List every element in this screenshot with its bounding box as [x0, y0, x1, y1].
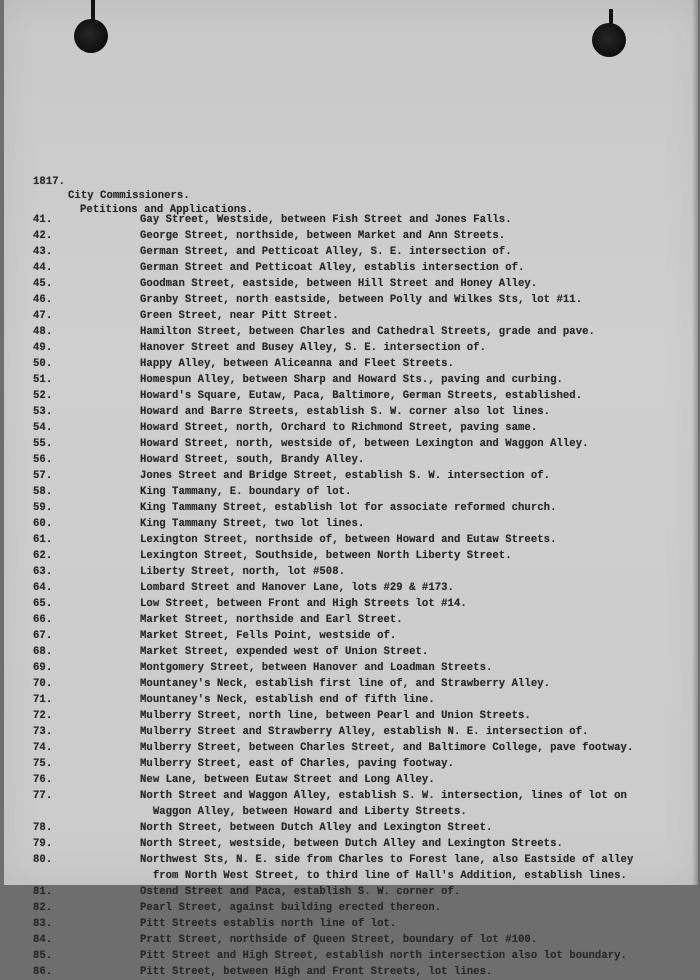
list-item [0, 964, 700, 980]
entry-number: 86. [33, 966, 53, 978]
list-item [0, 404, 700, 420]
entry-number: 60. [33, 518, 53, 530]
entry-number: 69. [33, 662, 53, 674]
entry-number: 56. [33, 454, 53, 466]
entry-number: 52. [33, 390, 53, 402]
entry-text: North Street, between Dutch Alley and Lexington Street. [140, 822, 493, 834]
entry-text: Liberty Street, north, lot #508. [140, 566, 346, 578]
list-item [0, 740, 700, 756]
list-item [0, 260, 700, 276]
entry-text: Ostend Street and Paca, establish S. W. corner of. [140, 886, 461, 898]
list-item [0, 836, 700, 852]
entry-list [0, 212, 700, 980]
entry-text: Market Street, northside and Earl Street. [140, 614, 403, 626]
entry-number: 50. [33, 358, 53, 370]
entry-text: Low Street, between Front and High Streets lot #14. [140, 598, 467, 610]
entry-number: 64. [33, 582, 53, 594]
entry-text: German Street, and Petticoat Alley, S. E. intersection of. [140, 246, 512, 258]
document-year: 1817. [33, 176, 66, 188]
punch-hole-right-icon [592, 23, 626, 57]
entry-number: 79. [33, 838, 53, 850]
list-item [0, 436, 700, 452]
list-item [0, 724, 700, 740]
entry-number: 65. [33, 598, 53, 610]
section-heading: City Commissioners. [68, 190, 190, 202]
punch-hole-left-icon [74, 19, 108, 53]
entry-text: New Lane, between Eutaw Street and Long Alley. [140, 774, 435, 786]
entry-text: Howard Street, south, Brandy Alley. [140, 454, 365, 466]
list-item [0, 548, 700, 564]
entry-number: 85. [33, 950, 53, 962]
list-item [0, 420, 700, 436]
entry-text: Pitt Street and High Street, establish north intersection also lot boundary. [140, 950, 627, 962]
list-item [0, 468, 700, 484]
entry-text: North Street and Waggon Alley, establish S. W. intersection, lines of lot on Waggon Alley, between Howard and Liberty Streets. [140, 790, 627, 818]
list-item [0, 900, 700, 916]
entry-text: Mountaney's Neck, establish end of fifth line. [140, 694, 435, 706]
entry-number: 71. [33, 694, 53, 706]
entry-number: 80. [33, 854, 53, 866]
list-item [0, 500, 700, 516]
entry-text: King Tammany, E. boundary of lot. [140, 486, 352, 498]
entry-number: 51. [33, 374, 53, 386]
list-item [0, 324, 700, 340]
list-item [0, 916, 700, 932]
entry-number: 76. [33, 774, 53, 786]
entry-text: Howard Street, north, westside of, between Lexington and Waggon Alley. [140, 438, 589, 450]
entry-text: Goodman Street, eastside, between Hill Street and Honey Alley. [140, 278, 538, 290]
list-item [0, 932, 700, 948]
entry-text: Pratt Street, northside of Queen Street, boundary of lot #100. [140, 934, 538, 946]
entry-text: Montgomery Street, between Hanover and Loadman Streets. [140, 662, 493, 674]
list-item [0, 644, 700, 660]
entry-number: 67. [33, 630, 53, 642]
entry-text: George Street, northside, between Market and Ann Streets. [140, 230, 506, 242]
entry-text: Granby Street, north eastside, between Polly and Wilkes Sts, lot #11. [140, 294, 583, 306]
list-item [0, 660, 700, 676]
entry-number: 68. [33, 646, 53, 658]
list-item [0, 852, 700, 884]
entry-text: Homespun Alley, between Sharp and Howard Sts., paving and curbing. [140, 374, 563, 386]
subsection-heading: Petitions and Applications. [80, 204, 253, 216]
entry-number: 63. [33, 566, 53, 578]
list-item [0, 340, 700, 356]
list-item [0, 564, 700, 580]
entry-number: 45. [33, 278, 53, 290]
entry-text: Hamilton Street, between Charles and Cathedral Streets, grade and pave. [140, 326, 595, 338]
list-item [0, 244, 700, 260]
entry-text: German Street and Petticoat Alley, establis intersection of. [140, 262, 525, 274]
entry-number: 83. [33, 918, 53, 930]
list-item [0, 772, 700, 788]
entry-text: King Tammany Street, establish lot for associate reformed church. [140, 502, 557, 514]
entry-text: Mulberry Street, east of Charles, paving footway. [140, 758, 454, 770]
entry-text: Pearl Street, against building erected thereon. [140, 902, 442, 914]
entry-number: 59. [33, 502, 53, 514]
entry-text: Mulberry Street, north line, between Pearl and Union Streets. [140, 710, 531, 722]
entry-text: Hanover Street and Busey Alley, S. E. intersection of. [140, 342, 486, 354]
entry-number: 46. [33, 294, 53, 306]
entry-text: Gay Street, Westside, between Fish Street and Jones Falls. [140, 214, 512, 226]
entry-number: 42. [33, 230, 53, 242]
list-item [0, 388, 700, 404]
list-item [0, 228, 700, 244]
entry-number: 66. [33, 614, 53, 626]
entry-number: 47. [33, 310, 53, 322]
entry-text: Lombard Street and Hanover Lane, lots #29 & #173. [140, 582, 454, 594]
entry-number: 82. [33, 902, 53, 914]
entry-number: 55. [33, 438, 53, 450]
list-item [0, 484, 700, 500]
entry-text: Mulberry Street, between Charles Street, and Baltimore College, pave footway. [140, 742, 634, 754]
entry-number: 41. [33, 214, 53, 226]
list-item [0, 756, 700, 772]
entry-number: 49. [33, 342, 53, 354]
list-item [0, 580, 700, 596]
entry-text: Howard's Square, Eutaw, Paca, Baltimore, German Streets, established. [140, 390, 583, 402]
list-item [0, 820, 700, 836]
list-item [0, 676, 700, 692]
entry-number: 73. [33, 726, 53, 738]
entry-number: 77. [33, 790, 53, 802]
list-item [0, 612, 700, 628]
entry-number: 84. [33, 934, 53, 946]
entry-number: 57. [33, 470, 53, 482]
entry-number: 72. [33, 710, 53, 722]
entry-text: Lexington Street, northside of, between Howard and Eutaw Streets. [140, 534, 557, 546]
list-item [0, 308, 700, 324]
list-item [0, 708, 700, 724]
entry-number: 70. [33, 678, 53, 690]
entry-text: Market Street, expended west of Union Street. [140, 646, 429, 658]
list-item [0, 884, 700, 900]
entry-number: 44. [33, 262, 53, 274]
entry-number: 54. [33, 422, 53, 434]
list-item [0, 516, 700, 532]
entry-text: Pitt Streets establis north line of lot. [140, 918, 397, 930]
entry-number: 53. [33, 406, 53, 418]
entry-text: Northwest Sts, N. E. side from Charles to Forest lane, also Eastside of alley from North West Street, to third line of Hall's Addition, establish lines. [140, 854, 634, 882]
entry-text: Lexington Street, Southside, between North Liberty Street. [140, 550, 512, 562]
entry-text: Green Street, near Pitt Street. [140, 310, 339, 322]
entry-text: King Tammany Street, two lot lines. [140, 518, 365, 530]
entry-number: 43. [33, 246, 53, 258]
list-item [0, 292, 700, 308]
list-item [0, 372, 700, 388]
list-item [0, 628, 700, 644]
list-item [0, 356, 700, 372]
entry-number: 48. [33, 326, 53, 338]
entry-number: 78. [33, 822, 53, 834]
entry-text: Happy Alley, between Aliceanna and Fleet Streets. [140, 358, 454, 370]
entry-text: North Street, westside, between Dutch Alley and Lexington Streets. [140, 838, 563, 850]
entry-text: Market Street, Fells Point, westside of. [140, 630, 397, 642]
entry-text: Mountaney's Neck, establish first line of, and Strawberry Alley. [140, 678, 551, 690]
list-item [0, 948, 700, 964]
entry-number: 61. [33, 534, 53, 546]
entry-number: 81. [33, 886, 53, 898]
entry-number: 62. [33, 550, 53, 562]
entry-number: 74. [33, 742, 53, 754]
entry-number: 58. [33, 486, 53, 498]
list-item [0, 692, 700, 708]
entry-text: Jones Street and Bridge Street, establish S. W. intersection of. [140, 470, 551, 482]
list-item [0, 532, 700, 548]
entry-text: Pitt Street, between High and Front Streets, lot lines. [140, 966, 493, 978]
list-item [0, 788, 700, 820]
entry-number: 75. [33, 758, 53, 770]
entry-text: Howard Street, north, Orchard to Richmond Street, paving same. [140, 422, 538, 434]
list-item [0, 596, 700, 612]
list-item [0, 276, 700, 292]
entry-text: Mulberry Street and Strawberry Alley, establish N. E. intersection of. [140, 726, 589, 738]
list-item [0, 452, 700, 468]
list-item [0, 212, 700, 228]
entry-text: Howard and Barre Streets, establish S. W. corner also lot lines. [140, 406, 551, 418]
